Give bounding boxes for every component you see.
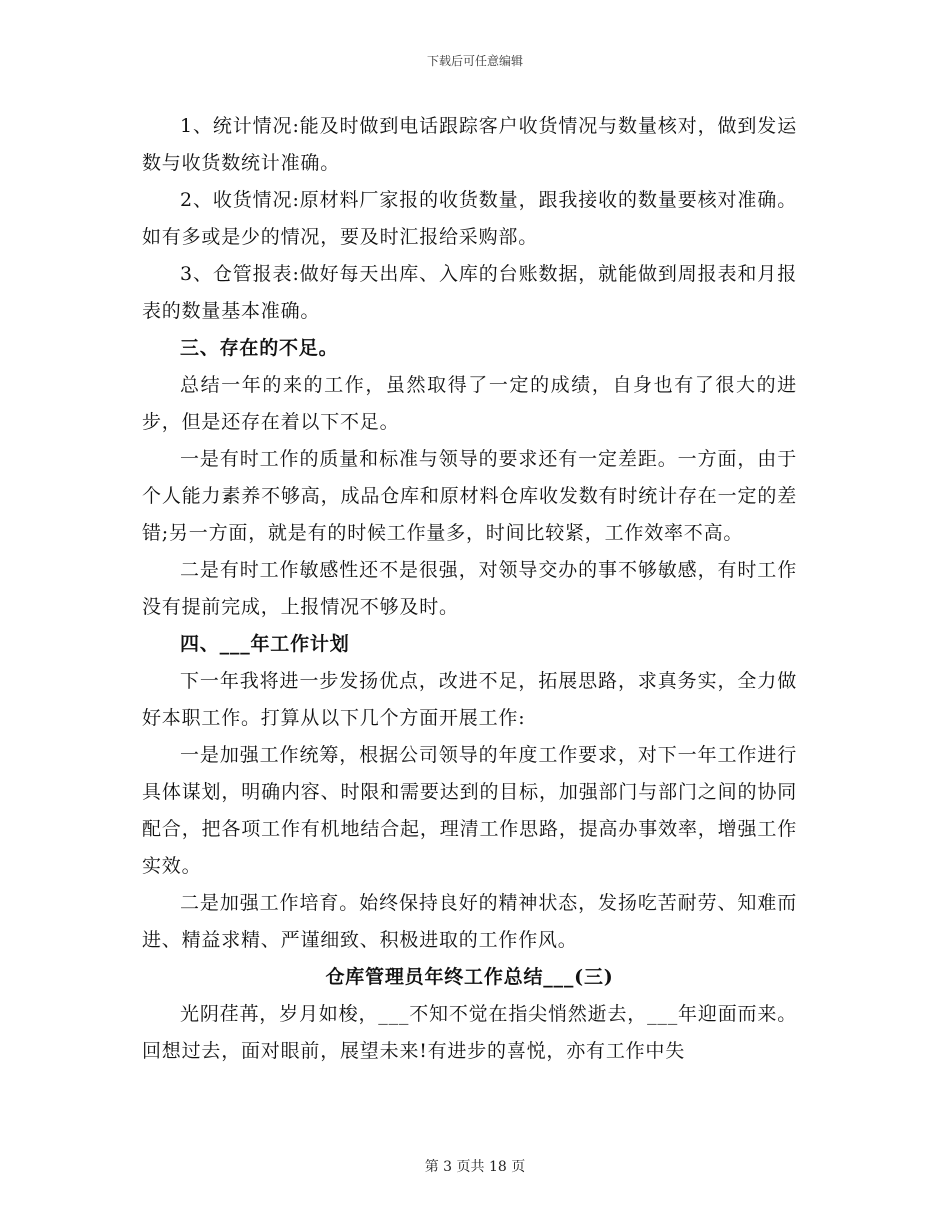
paragraph-statistics: 1、统计情况:能及时做到电话跟踪客户收货情况与数量核对，做到发运数与收货数统计准确。 (142, 115, 797, 174)
section-heading-plan: 四、___年工作计划 (180, 633, 350, 655)
paragraph-receiving: 2、收货情况:原材料厂家报的收货数量，跟我接收的数量要核对准确。如有多或是少的情况，要及时汇报给采购部。 (142, 189, 797, 248)
section-heading-shortcomings: 三、存在的不足。 (180, 337, 339, 359)
paragraph-plan-1: 一是加强工作统筹，根据公司领导的年度工作要求，对下一年工作进行具体谋划，明确内容、时限和需要达到的目标，加强部门与部门之间的协同配合，把各项工作有机地结合起，理清工作思路，提高办事效率，增强工作实效。 (142, 744, 797, 877)
page-footer: 第 3 页共 18 页 (424, 1159, 526, 1175)
paragraph-plan-intro: 下一年我将进一步发扬优点，改进不足，拓展思路，求真务实，全力做好本职工作。打算从以下几个方面开展工作: (142, 670, 797, 729)
paragraph-shortcoming-1: 一是有时工作的质量和标准与领导的要求还有一定差距。一方面，由于个人能力素养不够高，成品仓库和原材料仓库收发数有时统计存在一定的差错;另一方面，就是有的时候工作量多，时间比较紧，工作效率不高。 (142, 448, 797, 544)
paragraph-shortcoming-2: 二是有时工作敏感性还不是很强，对领导交办的事不够敏感，有时工作没有提前完成，上报情况不够及时。 (142, 559, 797, 618)
paragraph-plan-2: 二是加强工作培育。始终保持良好的精神状态，发扬吃苦耐劳、知难而进、精益求精、严谨细致、积极进取的工作作风。 (142, 892, 797, 951)
paragraph-summary: 总结一年的来的工作，虽然取得了一定的成绩，自身也有了很大的进步，但是还存在着以下不足。 (142, 374, 797, 433)
document-body (142, 108, 797, 1070)
document-title: 仓库管理员年终工作总结___(三) (325, 966, 614, 988)
paragraph-reports: 3、仓管报表:做好每天出库、入库的台账数据，就能做到周报表和月报表的数量基本准确。 (142, 263, 797, 322)
paragraph-opening: 光阴荏苒，岁月如梭，___不知不觉在指尖悄然逝去，___年迎面而来。回想过去，面对眼前，展望未来!有进步的喜悦，亦有工作中失 (142, 1003, 797, 1062)
page-header: 下载后可任意编辑 (426, 54, 523, 68)
